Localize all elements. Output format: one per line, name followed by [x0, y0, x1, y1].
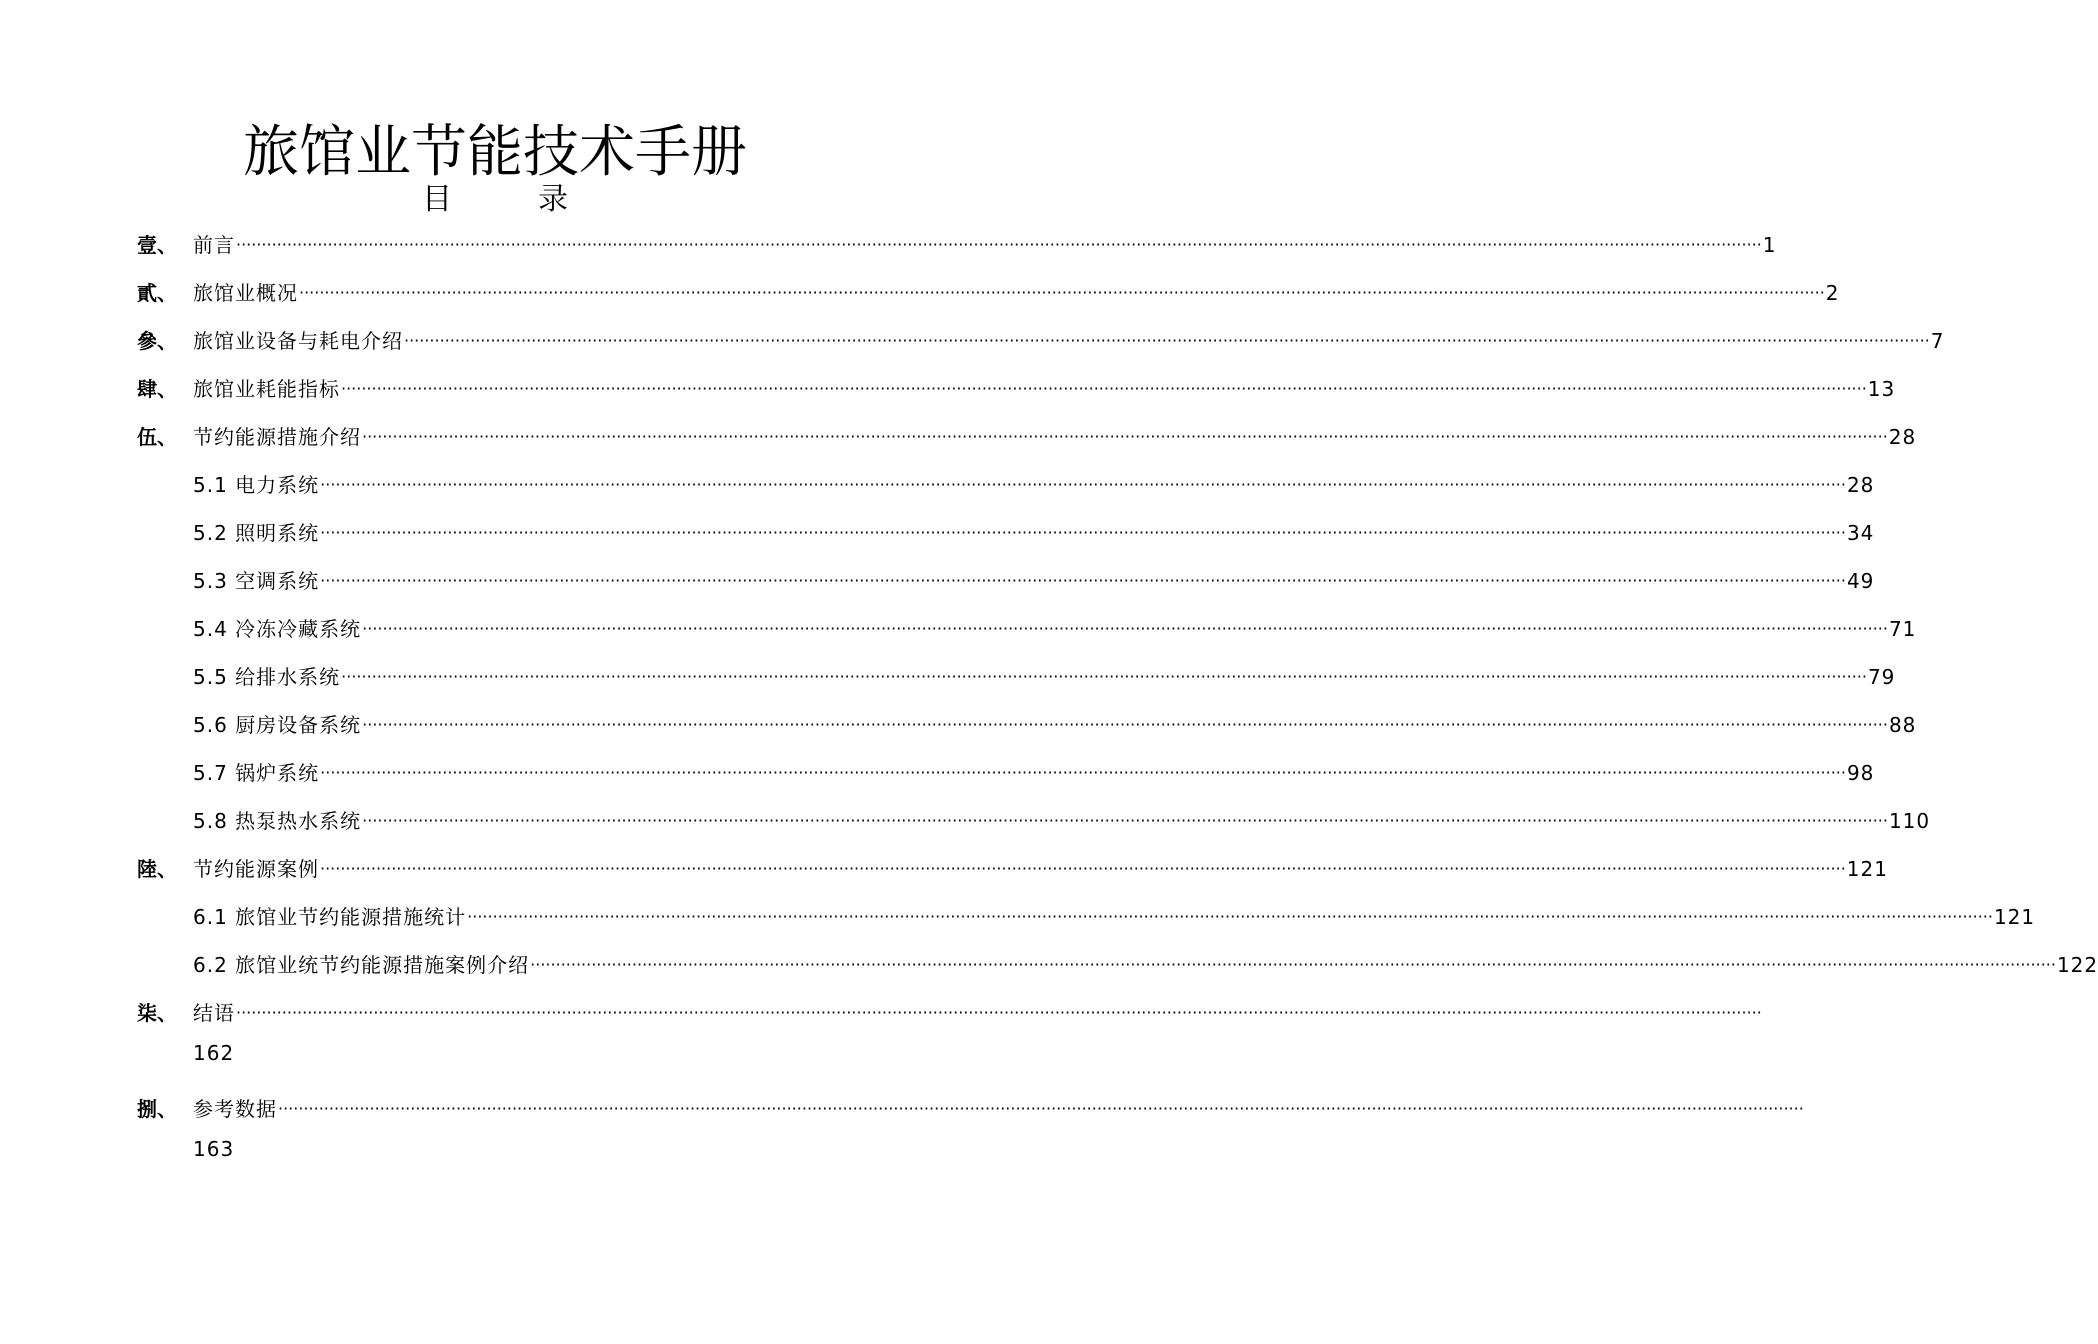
toc-entry-line	[193, 513, 1875, 553]
toc-leader-dots: ············································································································································································································································································································	[404, 331, 1930, 350]
toc-entry[interactable]	[0, 369, 1896, 409]
toc-leader-dots: ············································································································································································································································································································	[467, 907, 1993, 926]
toc-entry-line	[193, 417, 1917, 457]
toc-entry[interactable]	[0, 1089, 1804, 1169]
toc-entry-title: 5.3 空调系统	[193, 569, 320, 593]
toc-leader-dots: ············································································································································································································································································································	[320, 523, 1846, 542]
toc-entry-line	[193, 705, 1917, 745]
toc-entry-page: 13	[1867, 377, 1896, 401]
toc-entry-line	[193, 753, 1875, 793]
toc-entry-line	[193, 945, 2098, 985]
toc-entry[interactable]	[0, 945, 2098, 985]
toc-entry[interactable]	[0, 273, 1840, 313]
toc-entry-line	[193, 609, 1917, 649]
toc-entry-page: 28	[1846, 473, 1875, 497]
toc-entry-title: 6.2 旅馆业统节约能源措施案例介绍	[193, 953, 530, 977]
toc-entry-number: 伍、	[137, 425, 177, 449]
toc-leader-dots: ············································································································································································································································································································	[362, 427, 1888, 446]
toc-entry-title: 5.1 电力系统	[193, 473, 320, 497]
toc-entry[interactable]	[0, 225, 1777, 265]
toc-entry[interactable]	[0, 993, 1762, 1073]
toc-entry-number: 肆、	[137, 377, 177, 401]
toc-entry-title: 旅馆业概况	[193, 281, 298, 305]
toc-leader-dots: ············································································································································································································································································································	[236, 235, 1762, 254]
toc-entry[interactable]	[0, 561, 1875, 601]
toc-entry-title: 旅馆业耗能指标	[193, 377, 340, 401]
toc-entry-line	[193, 801, 1931, 841]
toc-entry-line	[193, 273, 1840, 313]
toc-entry-page: 1	[1762, 233, 1777, 257]
toc-entry-page: 110	[1888, 809, 1931, 833]
toc-entry-line	[193, 657, 1896, 697]
toc-entry[interactable]	[0, 417, 1917, 457]
toc-leader-dots: ············································································································································································································································································································	[341, 667, 1867, 686]
toc-entry[interactable]	[0, 609, 1917, 649]
toc-entry-title: 节约能源案例	[193, 857, 319, 881]
toc-entry-line	[193, 465, 1875, 505]
toc-entry-page: 162	[193, 1041, 235, 1065]
toc-entry[interactable]	[0, 657, 1896, 697]
toc-entry-page: 2	[1825, 281, 1840, 305]
toc-leader-dots: ············································································································································································································································································································	[320, 763, 1846, 782]
toc-entry-line	[193, 561, 1875, 601]
toc-entry-line	[193, 897, 2036, 937]
toc-heading-left: 目	[422, 182, 452, 217]
toc-entry-number: 貳、	[137, 281, 177, 305]
document-title: 旅馆业节能技术手册	[243, 120, 747, 185]
toc-entry-line	[193, 321, 1945, 361]
toc-entry[interactable]	[0, 849, 1888, 889]
toc-entry-page: 49	[1846, 569, 1875, 593]
toc-entry-number: 壹、	[137, 233, 177, 257]
toc-entry[interactable]	[0, 465, 1875, 505]
toc-entry-page: 71	[1888, 617, 1917, 641]
toc-entry-page: 28	[1888, 425, 1917, 449]
toc-leader-dots: ············································································································································································································································································································	[362, 715, 1888, 734]
toc-entry-page: 79	[1867, 665, 1896, 689]
toc-leader-dots: ············································································································································································································································································································	[341, 379, 1867, 398]
toc-entry-number: 捌、	[137, 1097, 177, 1121]
toc-entry[interactable]	[0, 321, 1945, 361]
toc-entry-number: 柒、	[137, 1001, 177, 1025]
toc-leader-dots: ············································································································································································································································································································	[299, 283, 1825, 302]
toc-entry-line	[193, 849, 1888, 889]
toc-leader-dots: ············································································································································································································································································································	[320, 571, 1846, 590]
toc-entry-title: 5.4 冷冻冷藏系统	[193, 617, 362, 641]
toc-entry-title: 5.7 锅炉系统	[193, 761, 320, 785]
toc-entry-title: 5.5 给排水系统	[193, 665, 341, 689]
toc-entry-line	[193, 225, 1777, 265]
toc-entry-page: 121	[1846, 857, 1888, 881]
toc-entry-title: 前言	[193, 233, 235, 257]
toc-entry-title: 节约能源措施介绍	[193, 425, 361, 449]
toc-leader-dots: ············································································································································································································································································································	[320, 859, 1846, 878]
toc-leader-dots: ············································································································································································································································································································	[278, 1099, 1804, 1118]
toc-entry-page: 88	[1888, 713, 1917, 737]
toc-entry-page: 121	[1993, 905, 2036, 929]
toc-leader-dots: ············································································································································································································································································································	[530, 955, 2056, 974]
toc-entry-page: 98	[1846, 761, 1875, 785]
toc-entry[interactable]	[0, 753, 1875, 793]
toc-leader-dots: ············································································································································································································································································································	[362, 811, 1888, 830]
toc-entry-page: 163	[193, 1137, 235, 1161]
toc-entry-number: 參、	[137, 329, 177, 353]
toc-leader-dots: ············································································································································································································································································································	[362, 619, 1888, 638]
toc-entry-page: 122	[2056, 953, 2098, 977]
toc-heading-right: 录	[538, 182, 568, 217]
toc-entry[interactable]	[0, 705, 1917, 745]
toc-entry-title: 5.6 厨房设备系统	[193, 713, 362, 737]
toc-leader-dots: ············································································································································································································································································································	[236, 1003, 1762, 1022]
toc-entry-title: 旅馆业设备与耗电介绍	[193, 329, 403, 353]
toc-entry[interactable]	[0, 801, 1931, 841]
toc-entry[interactable]	[0, 897, 2036, 937]
toc-entry-page: 34	[1846, 521, 1875, 545]
toc-entry-title: 参考数据	[193, 1097, 277, 1121]
toc-entry-line	[193, 1089, 1804, 1129]
toc-entry-page: 7	[1930, 329, 1945, 353]
toc-entry-number: 陸、	[137, 857, 177, 881]
toc-entry-title: 5.8 热泵热水系统	[193, 809, 362, 833]
toc-entry-line	[193, 369, 1896, 409]
toc-entry-line	[193, 993, 1762, 1033]
toc-entry-title: 5.2 照明系统	[193, 521, 320, 545]
toc-leader-dots: ············································································································································································································································································································	[320, 475, 1846, 494]
toc-entry-title: 结语	[193, 1001, 235, 1025]
toc-entry-title: 6.1 旅馆业节约能源措施统计	[193, 905, 467, 929]
toc-entry[interactable]	[0, 513, 1875, 553]
